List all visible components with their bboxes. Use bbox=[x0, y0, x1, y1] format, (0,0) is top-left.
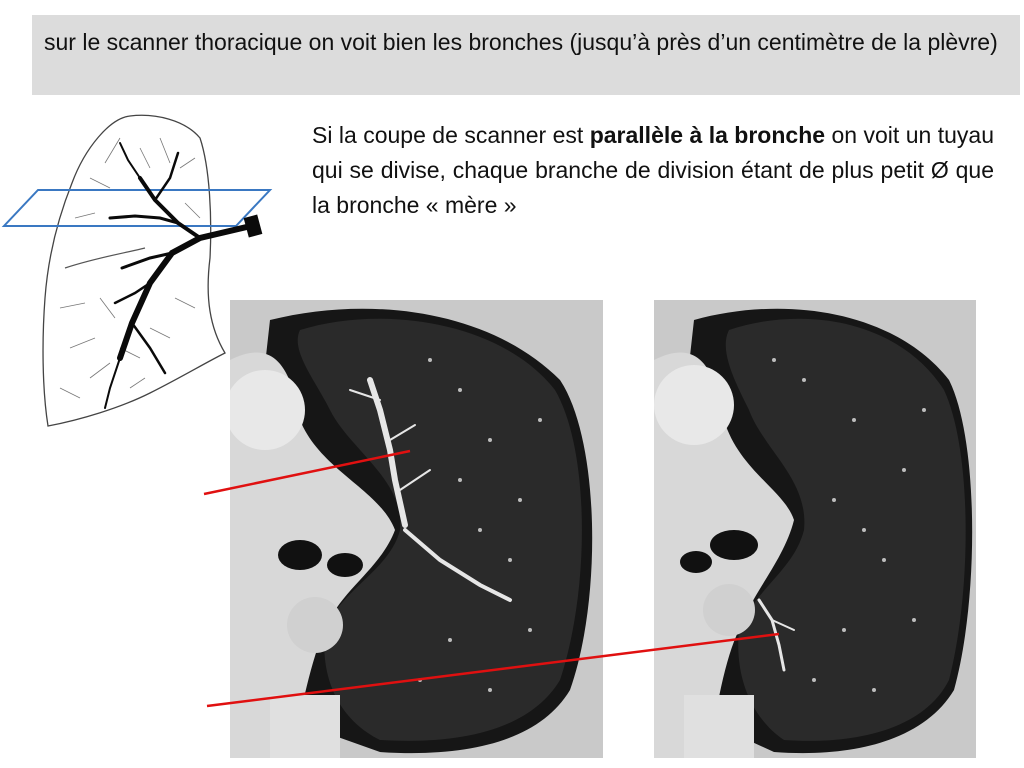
description-part2: on voit un tuyau qui se divise, chaque branche de division étant de plus petit Ø que la bronche « mère » bbox=[312, 122, 994, 218]
title-box bbox=[32, 15, 1020, 95]
slide-title: sur le scanner thoracique on voit bien les bronches (jusqu’à près d’un centimètre de la plèvre) bbox=[44, 29, 998, 55]
trachea-stub bbox=[244, 215, 263, 238]
description-bold: parallèle à la bronche bbox=[589, 122, 826, 148]
description-part1: Si la coupe de scanner est bbox=[312, 122, 590, 148]
description-paragraph bbox=[312, 118, 994, 223]
lung-outline bbox=[43, 115, 225, 426]
ct-scan-right bbox=[654, 300, 976, 758]
ct-scan-left bbox=[230, 300, 603, 758]
